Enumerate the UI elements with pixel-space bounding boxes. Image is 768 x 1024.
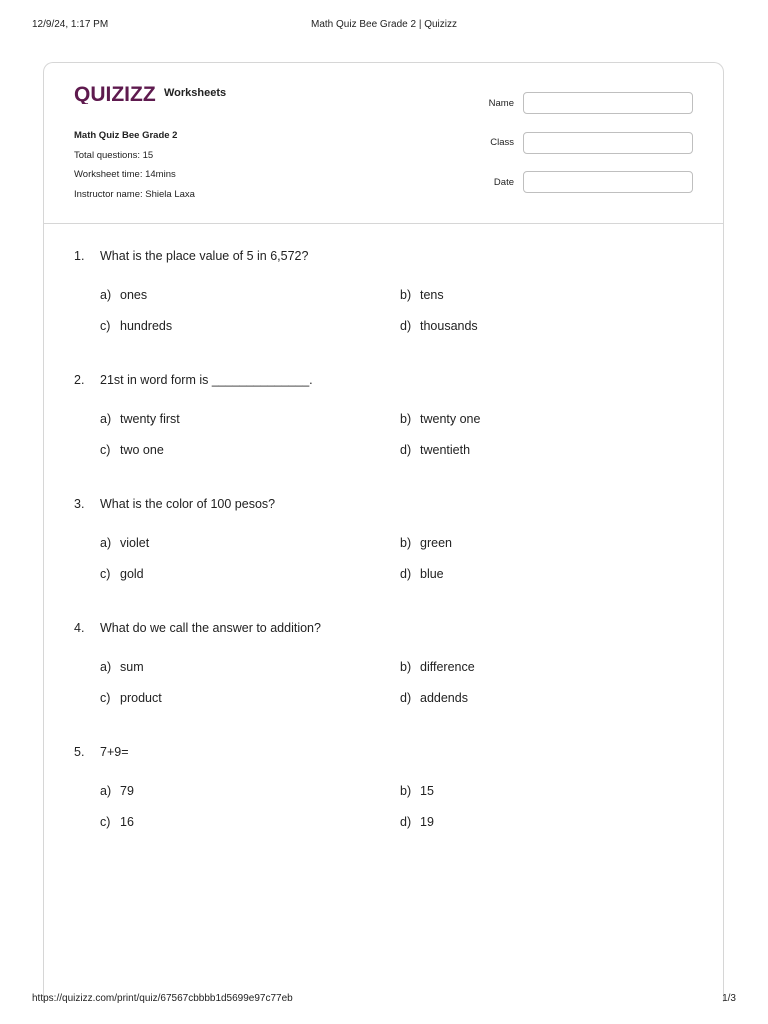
question-text: What is the place value of 5 in 6,572? bbox=[100, 249, 309, 263]
question-stem bbox=[74, 497, 275, 511]
student-fields bbox=[489, 91, 693, 210]
option-c bbox=[100, 815, 134, 829]
print-header bbox=[32, 19, 736, 33]
class-input[interactable] bbox=[523, 132, 693, 154]
question bbox=[74, 497, 693, 621]
option-letter: c) bbox=[100, 319, 111, 333]
option-c bbox=[100, 691, 162, 705]
option-b bbox=[400, 288, 444, 302]
option-a bbox=[100, 288, 147, 302]
worksheet-header bbox=[44, 63, 723, 224]
option-a bbox=[100, 412, 180, 426]
question-number: 5. bbox=[74, 745, 85, 759]
option-b bbox=[400, 784, 434, 798]
question-stem bbox=[74, 745, 129, 759]
option-letter: c) bbox=[100, 815, 111, 829]
option-letter: b) bbox=[400, 412, 412, 426]
option-letter: a) bbox=[100, 784, 112, 798]
class-field-row bbox=[489, 131, 693, 155]
name-input[interactable] bbox=[523, 92, 693, 114]
name-field-row bbox=[489, 91, 693, 115]
question-number: 3. bbox=[74, 497, 85, 511]
name-label: Name bbox=[488, 97, 514, 109]
option-text: green bbox=[420, 536, 452, 550]
option-text: sum bbox=[120, 660, 144, 674]
option-letter: c) bbox=[100, 691, 111, 705]
total-questions: Total questions: 15 bbox=[74, 149, 154, 161]
option-text: blue bbox=[420, 567, 444, 581]
option-text: gold bbox=[120, 567, 144, 581]
quizizz-logo bbox=[74, 82, 226, 104]
option-letter: c) bbox=[100, 443, 111, 457]
question-text: 7+9= bbox=[100, 745, 129, 759]
question-stem bbox=[74, 621, 321, 635]
option-a bbox=[100, 784, 134, 798]
option-b bbox=[400, 660, 475, 674]
print-title: Math Quiz Bee Grade 2 | Quizizz bbox=[311, 19, 457, 30]
option-text: twenty first bbox=[120, 412, 180, 426]
option-letter: d) bbox=[400, 567, 412, 581]
question-number: 4. bbox=[74, 621, 85, 635]
question-list bbox=[74, 249, 693, 869]
worksheet-card bbox=[43, 62, 724, 1002]
option-c bbox=[100, 443, 164, 457]
question bbox=[74, 249, 693, 373]
question bbox=[74, 745, 693, 869]
option-a bbox=[100, 660, 144, 674]
option-text: addends bbox=[420, 691, 468, 705]
option-text: difference bbox=[420, 660, 475, 674]
option-text: 16 bbox=[120, 815, 134, 829]
option-d bbox=[400, 443, 470, 457]
print-datetime: 12/9/24, 1:17 PM bbox=[32, 19, 109, 30]
option-d bbox=[400, 319, 478, 333]
option-letter: d) bbox=[400, 815, 412, 829]
option-letter: d) bbox=[400, 691, 412, 705]
option-letter: d) bbox=[400, 319, 412, 333]
option-c bbox=[100, 319, 172, 333]
option-text: 15 bbox=[420, 784, 434, 798]
option-letter: a) bbox=[100, 536, 112, 550]
worksheets-label: Worksheets bbox=[164, 87, 227, 99]
option-d bbox=[400, 815, 434, 829]
option-text: 19 bbox=[420, 815, 434, 829]
logo-wordmark: QUIZIZZ bbox=[74, 83, 156, 104]
print-footer bbox=[32, 993, 736, 1007]
option-text: violet bbox=[120, 536, 150, 550]
option-text: product bbox=[120, 691, 162, 705]
option-b bbox=[400, 412, 480, 426]
option-d bbox=[400, 567, 444, 581]
question-text: 21st in word form is ______________. bbox=[100, 373, 313, 387]
question-stem bbox=[74, 373, 313, 387]
question bbox=[74, 373, 693, 497]
option-letter: b) bbox=[400, 784, 412, 798]
option-text: 79 bbox=[120, 784, 134, 798]
option-letter: b) bbox=[400, 536, 412, 550]
option-text: ones bbox=[120, 288, 148, 302]
question-text: What is the color of 100 pesos? bbox=[100, 497, 276, 511]
date-label: Date bbox=[493, 176, 514, 188]
question-stem bbox=[74, 249, 308, 263]
option-b bbox=[400, 536, 452, 550]
option-letter: c) bbox=[100, 567, 111, 581]
class-label: Class bbox=[490, 137, 514, 148]
worksheet-title: Math Quiz Bee Grade 2 bbox=[74, 130, 178, 141]
date-input[interactable] bbox=[523, 171, 693, 193]
option-letter: d) bbox=[400, 443, 412, 457]
worksheet-meta bbox=[74, 126, 195, 204]
option-d bbox=[400, 691, 468, 705]
worksheet-time: Worksheet time: 14mins bbox=[74, 169, 176, 180]
quizizz-wordmark-icon bbox=[74, 82, 158, 104]
date-field-row bbox=[489, 170, 693, 194]
question-text: What do we call the answer to addition? bbox=[100, 621, 321, 635]
option-text: thousands bbox=[420, 319, 478, 333]
page-number: 1/3 bbox=[722, 993, 736, 1004]
print-url[interactable]: https://quizizz.com/print/quiz/67567cbbbb1d5699e97c77eb bbox=[32, 993, 293, 1004]
option-letter: b) bbox=[400, 288, 412, 302]
option-text: twenty one bbox=[420, 412, 481, 426]
question-number: 2. bbox=[74, 373, 85, 387]
option-text: hundreds bbox=[120, 319, 173, 333]
option-c bbox=[100, 567, 144, 581]
option-text: twentieth bbox=[420, 443, 471, 457]
option-a bbox=[100, 536, 149, 550]
instructor-name: Instructor name: Shiela Laxa bbox=[74, 188, 195, 200]
option-letter: a) bbox=[100, 288, 112, 302]
question-number: 1. bbox=[74, 249, 85, 263]
option-text: tens bbox=[420, 288, 444, 302]
option-letter: b) bbox=[400, 660, 412, 674]
option-letter: a) bbox=[100, 660, 112, 674]
option-letter: a) bbox=[100, 412, 112, 426]
question bbox=[74, 621, 693, 745]
option-text: two one bbox=[120, 443, 164, 457]
